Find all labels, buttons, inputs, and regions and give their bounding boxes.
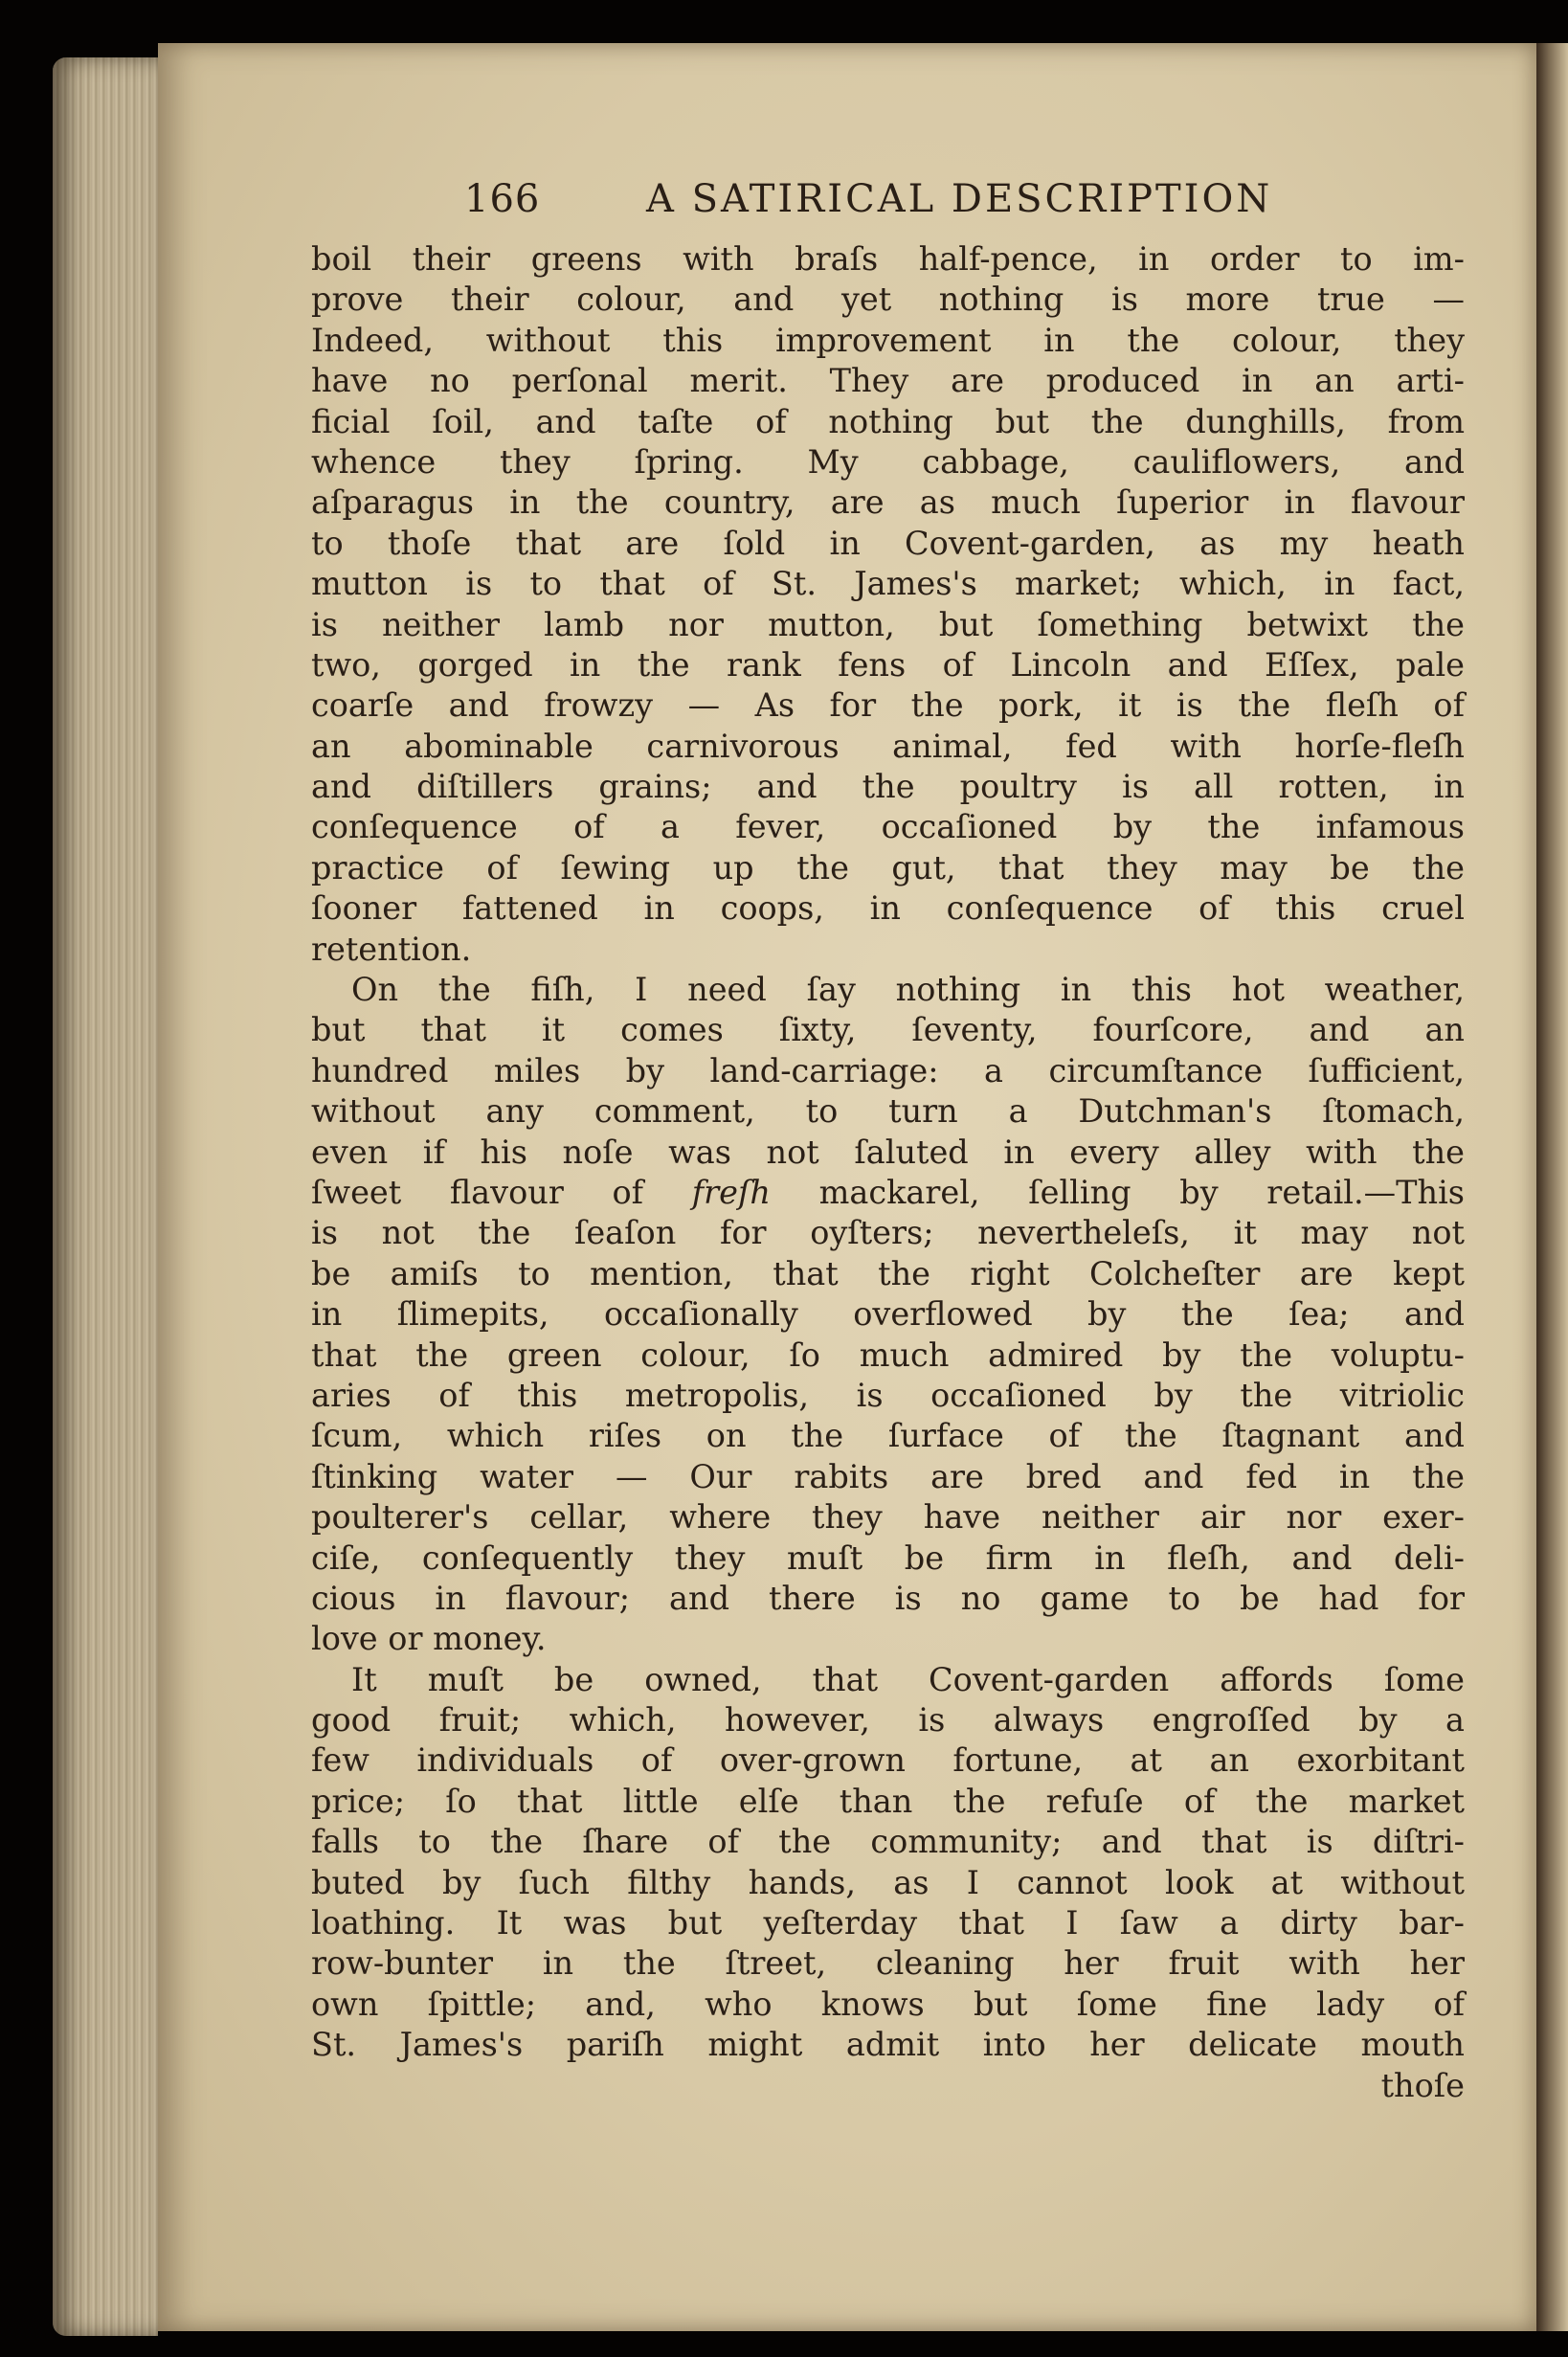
page-edges bbox=[53, 57, 158, 2336]
text-line: hundred miles by land-carriage: a circumſtance ſufficient, bbox=[311, 1051, 1465, 1089]
text-line: poulterer's cellar, where they have neither air nor exer- bbox=[311, 1498, 1465, 1537]
text-line: conſequence of a fever, occaſioned by the infamous bbox=[311, 808, 1465, 846]
text-line: few individuals of over-grown fortune, at an exorbitant bbox=[311, 1741, 1465, 1780]
text-line: good fruit; which, however, is always engroſſed by a bbox=[311, 1701, 1465, 1740]
text-line: coarſe and frowzy — As for the pork, it is the fleſh of bbox=[311, 686, 1465, 725]
text-line: is not the ſeaſon for oyſters; nevertheleſs, it may not bbox=[311, 1214, 1465, 1252]
page-number: 166 bbox=[464, 177, 541, 221]
text-line: even if his noſe was not ſaluted in every alley with the bbox=[311, 1133, 1465, 1171]
text-line: two, gorged in the rank fens of Lincoln and Eſſex, pale bbox=[311, 645, 1465, 684]
text-line: price; ſo that little elſe than the refuſe of the market bbox=[311, 1782, 1465, 1820]
text-line: ſooner fattened in coops, in conſequence of this cruel bbox=[311, 889, 1465, 928]
text-line: in ſlimepits, occaſionally overflowed by the ſea; and bbox=[311, 1295, 1465, 1334]
page-text-block bbox=[311, 168, 1465, 2106]
text-line: falls to the ſhare of the community; and that is diſtri- bbox=[311, 1823, 1465, 1861]
text-line: ficial ſoil, and taſte of nothing but the dunghills, from bbox=[311, 402, 1465, 440]
catchword: thoſe bbox=[1380, 2066, 1465, 2104]
text-line: ſcum, which riſes on the ſurface of the ſtagnant and bbox=[311, 1417, 1465, 1455]
text-line: and diſtillers grains; and the poultry is all rotten, in bbox=[311, 768, 1465, 806]
text-line: ſtinking water — Our rabits are bred and fed in the bbox=[311, 1457, 1465, 1495]
text-line: prove their colour, and yet nothing is more true — bbox=[311, 281, 1465, 319]
text-line: cious in flavour; and there is no game to be had for bbox=[311, 1579, 1465, 1617]
text-line: is neither lamb nor mutton, but ſomething betwixt the bbox=[311, 605, 1465, 643]
text-line: loathing. It was but yeſterday that I ſaw a dirty bar- bbox=[311, 1904, 1465, 1942]
text-line: be amiſs to mention, that the right Colcheſter are kept bbox=[311, 1254, 1465, 1292]
paragraph-vegetables-meat bbox=[311, 239, 1465, 970]
text-line: have no perſonal merit. They are produced in an arti- bbox=[311, 362, 1465, 400]
text-line: mutton is to that of St. James's market; which, in fact, bbox=[311, 565, 1465, 603]
text-line: On the fiſh, I need ſay nothing in this hot weather, bbox=[351, 971, 1465, 1009]
text-line: St. James's pariſh might admit into her delicate mouth bbox=[311, 2026, 1465, 2064]
text-line: that the green colour, ſo much admired by the voluptu- bbox=[311, 1336, 1465, 1374]
paragraph-fruit bbox=[311, 1660, 1465, 2106]
text-line: It muſt be owned, that Covent-garden affords ſome bbox=[351, 1660, 1465, 1698]
text-line: whence they ſpring. My cabbage, cauliflowers, and bbox=[311, 442, 1465, 481]
running-header bbox=[311, 168, 1465, 239]
text-line: retention. bbox=[311, 930, 472, 968]
text-line: ciſe, conſequently they muſt be firm in fleſh, and deli- bbox=[311, 1538, 1465, 1577]
text-line: aſparagus in the country, are as much ſuperior in flavour bbox=[311, 483, 1465, 522]
text-line: own ſpittle; and, who knows but ſome fine lady of bbox=[311, 1985, 1465, 2023]
text-line: practice of ſewing up the gut, that they may be the bbox=[311, 848, 1465, 887]
facing-page-edge bbox=[1536, 43, 1568, 2331]
italic-word: freſh bbox=[691, 1173, 771, 1211]
text-line: boil their greens with braſs half-pence, in order to im- bbox=[311, 240, 1465, 278]
text-line: love or money. bbox=[311, 1620, 547, 1658]
text-line: aries of this metropolis, is occaſioned by the vitriolic bbox=[311, 1376, 1465, 1414]
text-line: row-bunter in the ſtreet, cleaning her fruit with her bbox=[311, 1944, 1465, 1983]
text-line: an abominable carnivorous animal, fed with horſe-fleſh bbox=[311, 727, 1465, 765]
paragraph-fish bbox=[311, 970, 1465, 1660]
text-segment: mackarel, ſelling by retail.—This bbox=[818, 1173, 1465, 1211]
text-segment: ſweet flavour of bbox=[311, 1173, 644, 1211]
text-line-mixed bbox=[311, 1173, 1465, 1213]
running-title: A SATIRICAL DESCRIPTION bbox=[646, 177, 1273, 221]
text-line: but that it comes ſixty, ſeventy, fourſcore, and an bbox=[311, 1011, 1465, 1049]
text-line: without any comment, to turn a Dutchman's ſtomach, bbox=[311, 1092, 1465, 1131]
text-line: Indeed, without this improvement in the colour, they bbox=[311, 321, 1465, 359]
text-line: to thoſe that are ſold in Covent-garden, as my heath bbox=[311, 524, 1465, 562]
text-line: buted by ſuch filthy hands, as I cannot look at without bbox=[311, 1863, 1465, 1901]
